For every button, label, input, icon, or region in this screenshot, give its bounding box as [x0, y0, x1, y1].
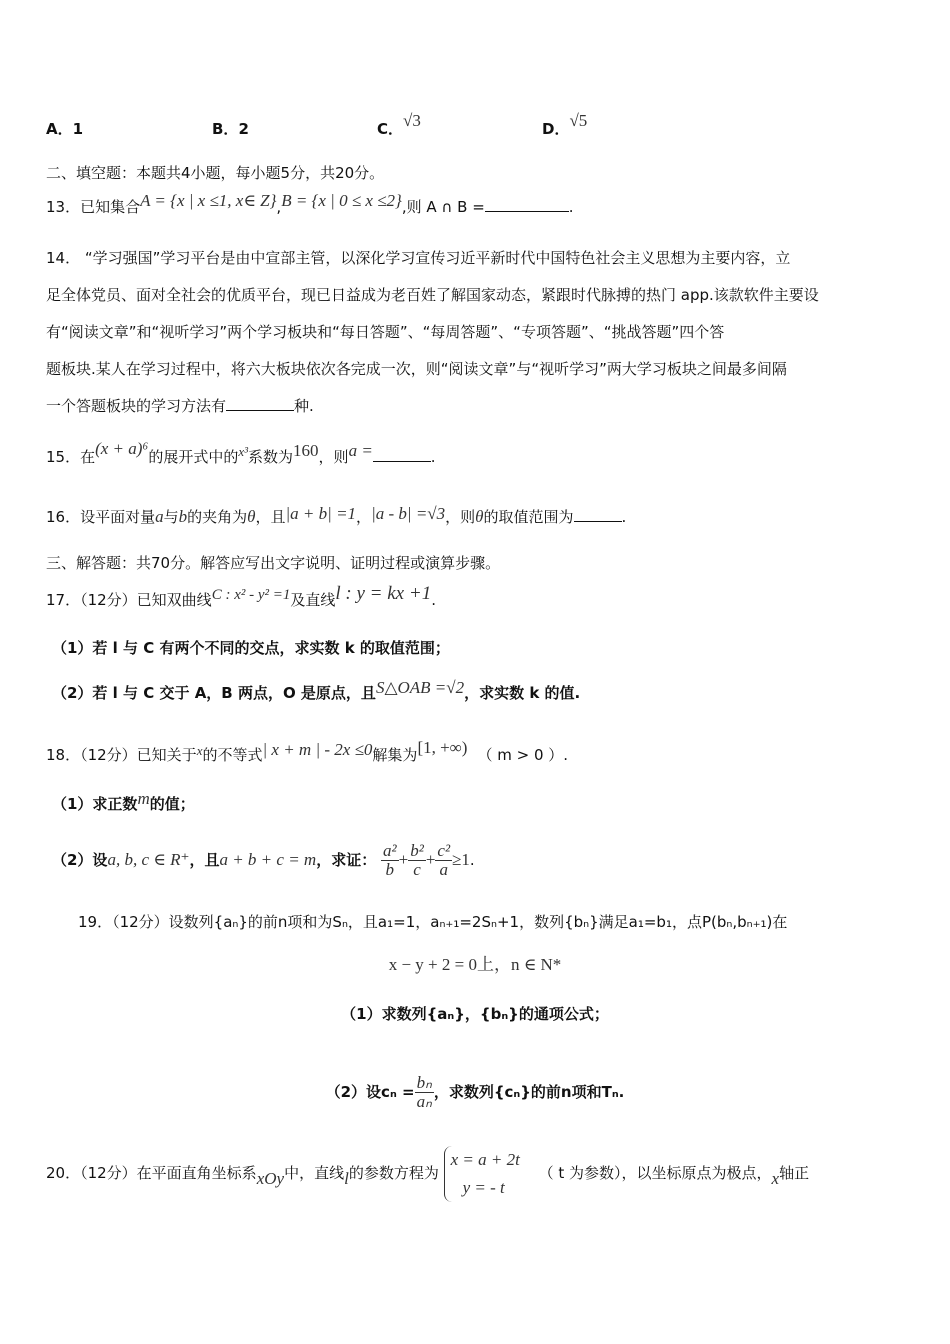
question-18 — [46, 738, 569, 766]
q18-ge: ≥1 — [452, 850, 470, 869]
q19-part-1: （1）求数列{aₙ}，{bₙ}的通项公式； — [341, 1005, 609, 1023]
q18-text: 18．（12分）已知关于 — [46, 746, 197, 764]
q13-set-a: A = {x | x ≤1, x∈ Z} — [140, 191, 277, 210]
q16-cond-1: |a + b| =1 — [285, 504, 357, 523]
q16-cond-2: |a - b| =√3 — [371, 504, 446, 523]
q18-frac-1-num: a² — [383, 841, 397, 860]
q18-part-1 — [52, 789, 195, 814]
q16-text-4: ，则 — [445, 508, 476, 526]
q18-mid: 的不等式 — [202, 746, 263, 764]
q20-x: x — [771, 1169, 780, 1188]
choice-b — [212, 118, 249, 139]
q18-frac-1-den: b — [385, 860, 395, 879]
q16-text-2: 的夹角为 — [187, 508, 248, 526]
q16-comma: ， — [356, 508, 372, 526]
choice-a-value: 1 — [72, 120, 84, 138]
q20-xoy: xOy — [256, 1169, 285, 1188]
q19-fraction — [415, 1074, 434, 1111]
q19-frac-num: bₙ — [416, 1073, 432, 1092]
q19-line-2-text: x − y + 2 = 0上，n ∈ N* — [388, 955, 562, 974]
q19-part-2-tail: ，求数列{cₙ}的前n项和Tₙ. — [433, 1083, 625, 1101]
q15-then: ，则 — [318, 448, 349, 466]
q13-end: . — [568, 198, 574, 216]
q17-end: . — [431, 591, 436, 609]
q13-text: 13．已知集合 — [46, 198, 141, 216]
q14-line-5 — [46, 388, 819, 425]
q20-eq-2: y = - t — [462, 1177, 505, 1197]
q13-sep: , — [276, 198, 282, 216]
q18-and: ，且 — [189, 851, 220, 869]
q15-text: 15．在 — [46, 448, 96, 466]
q15-mid: 的展开式中的 — [148, 448, 239, 466]
choice-a-label: A． — [46, 120, 73, 138]
q16-theta: θ — [247, 507, 256, 526]
q16-text-3: ，且 — [255, 508, 286, 526]
q17-mid: 及直线 — [290, 591, 336, 609]
q17-area-expr: S△OAB =√2 — [375, 678, 465, 697]
question-15 — [46, 439, 436, 468]
answer-blank — [485, 195, 569, 212]
choice-c-label: C． — [377, 120, 404, 138]
choice-d — [542, 111, 588, 139]
q19-part-2-text: （2）设cₙ = — [325, 1083, 415, 1101]
q18-sum: a + b + c = m — [219, 850, 317, 869]
answer-blank — [574, 505, 622, 522]
q20-mid: 中，直线 — [284, 1164, 345, 1182]
q17-curve: C : x² - y² =1 — [211, 587, 291, 603]
q18-part-2-text: （2）设 — [52, 851, 108, 869]
choice-a — [46, 118, 83, 139]
q14-line-5-text: 一个答题板块的学习方法有 — [46, 397, 227, 415]
q20-tail: 轴正 — [779, 1164, 810, 1182]
q15-coef: 系数为 — [248, 448, 294, 466]
q14-line-4: 题板块.某人在学习过程中，将六大板块依次各完成一次，则“阅读文章”与“视听学习”两大学习板块之间最多间隔 — [46, 360, 787, 378]
q18-cond: （ m > 0 ）. — [477, 746, 569, 764]
q18-inequality: | x + m | - 2x ≤0 — [262, 740, 373, 759]
q16-text-5: 的取值范围为 — [483, 508, 574, 526]
choice-d-value: √5 — [569, 111, 588, 130]
q14-end: 种. — [294, 397, 314, 415]
choice-b-value: 2 — [238, 120, 249, 138]
q18-part-1-text: （1）求正数 — [52, 795, 138, 813]
q15-expr: (x + a)⁶ — [95, 439, 149, 458]
q20-eq-1: x = a + 2t — [450, 1149, 520, 1169]
question-13 — [46, 191, 574, 217]
q18-frac-1 — [381, 842, 399, 879]
q14-line-2: 足全体党员、面对全社会的优质平台，现已日益成为老百姓了解国家动态，紧跟时代脉搏的热门 app.该款软件主要设 — [46, 286, 819, 304]
q16-theta-2: θ — [475, 507, 484, 526]
q14-line-1: 14． “学习强国”学习平台是由中宣部主管，以深化学习宣传习近平新时代中国特色社会主义思想为主要内容，立 — [46, 249, 791, 267]
q18-sol: 解集为 — [372, 746, 418, 764]
question-20 — [46, 1143, 809, 1203]
q16-vec-a: a — [155, 507, 164, 526]
section-2-heading: 二、填空题：本题共4小题，每小题5分，共20分。 — [46, 164, 385, 182]
q18-frac-3 — [435, 842, 452, 879]
q16-vec-b: b — [178, 507, 188, 526]
q18-part-1-tail: 的值； — [149, 795, 195, 813]
q16-end: . — [621, 508, 627, 526]
q15-term: x³ — [238, 444, 249, 459]
q13-tail: ,则 A ∩ B = — [401, 198, 485, 216]
choice-c — [377, 111, 421, 139]
question-17 — [46, 583, 436, 611]
q20-l: l — [344, 1169, 349, 1188]
q16-text: 16．设平面对量 — [46, 508, 156, 526]
q20-t: （ t 为参数），以坐标原点为极点， — [538, 1164, 772, 1182]
q14-line-3: 有“阅读文章”和“视听学习”两个学习板块和“每日答题”、“每周答题”、“专项答题”、“挑战答题”四个答 — [46, 323, 725, 341]
answer-blank — [373, 445, 431, 462]
q19-line-2 — [0, 950, 950, 975]
q15-value: 160 — [293, 441, 319, 460]
q17-part-2-tail: ，求实数 k 的值. — [464, 684, 581, 702]
q20-text: 20．（12分）在平面直角坐标系 — [46, 1164, 257, 1182]
section-3-heading: 三、解答题：共70分。解答应写出文字说明、证明过程或演算步骤。 — [46, 554, 501, 572]
q18-frac-2-num: b² — [410, 841, 424, 860]
q20-param-system — [444, 1146, 520, 1202]
q18-frac-3-den: a — [439, 860, 448, 879]
q18-end: . — [469, 851, 475, 869]
q18-frac-2 — [408, 842, 426, 879]
q19-line-1: 19．（12分）设数列{aₙ}的前n项和为Sₙ，且a₁=1，aₙ₊₁=2Sₙ+1，数列{bₙ}满足a₁=b₁，点P(bₙ,bₙ₊₁)在 — [78, 913, 788, 931]
q18-frac-2-den: c — [413, 860, 421, 879]
q17-line: l : y = kx +1 — [335, 583, 432, 604]
q18-x: x — [196, 743, 203, 758]
q16-and: 与 — [163, 508, 179, 526]
choice-d-label: D． — [542, 120, 570, 138]
q15-end: . — [430, 448, 436, 466]
answer-blank — [226, 394, 294, 411]
q17-text: 17．（12分）已知双曲线 — [46, 591, 212, 609]
question-14 — [46, 240, 819, 425]
q13-set-b: B = {x | 0 ≤ x ≤2} — [281, 191, 402, 210]
q15-a: a = — [348, 441, 373, 460]
q18-prove: ，求证： — [316, 851, 377, 869]
q18-interval: [1, +∞) — [417, 738, 468, 757]
q20-para: 的参数方程为 — [348, 1164, 439, 1182]
q17-part-2-text: （2）若 l 与 C 交于 A，B 两点，O 是原点，且 — [52, 684, 376, 702]
q19-part-2 — [0, 1068, 950, 1116]
q18-vars: a, b, c ∈ R⁺ — [107, 850, 190, 869]
choice-b-label: B． — [212, 120, 239, 138]
q17-part-2 — [52, 678, 581, 703]
q17-part-1: （1）若 l 与 C 有两个不同的交点，求实数 k 的取值范围； — [52, 639, 450, 657]
question-16 — [46, 505, 626, 527]
q18-m: m — [137, 789, 150, 808]
q18-part-2: （2）设a, b, c ∈ R⁺，且a + b + c = m，求证： $\frac{\text{a²}}{b}$ + $\frac{\text{b²}}{c}$ + $\frac{\text{c²}}{a}$ ≥1. — [52, 841, 475, 879]
q19-frac-den: aₙ — [416, 1092, 432, 1111]
q18-frac-3-num: c² — [437, 841, 451, 860]
choice-c-value: √3 — [403, 111, 421, 130]
